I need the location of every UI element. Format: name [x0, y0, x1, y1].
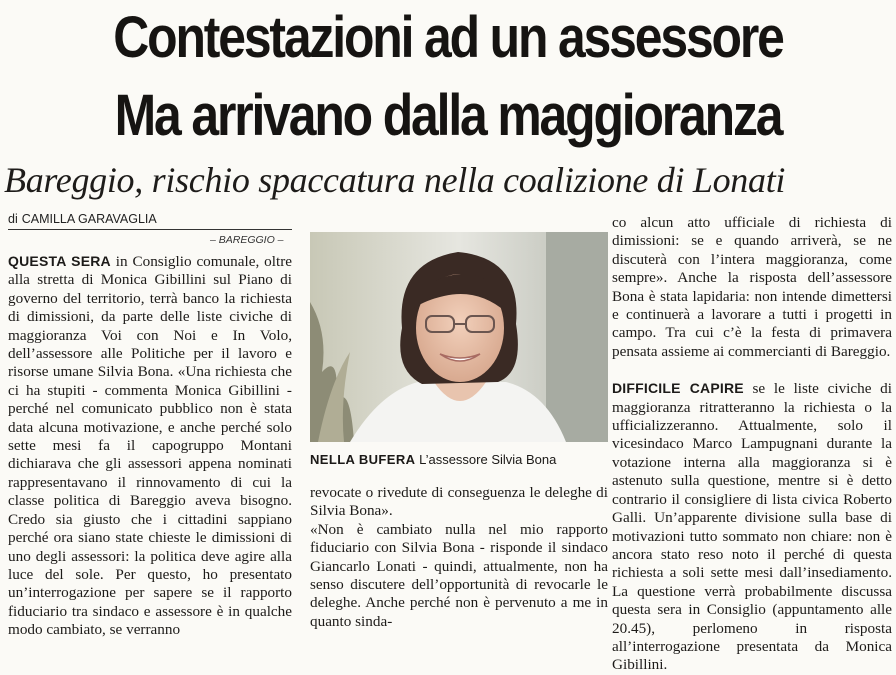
dateline-location: – BAREGGIO – [210, 234, 284, 246]
article-column-2 [310, 484, 608, 631]
photo-caption [310, 452, 608, 467]
caption-lead: NELLA BUFERA [310, 452, 416, 467]
photo-portrait [310, 232, 608, 442]
byline-rule [8, 229, 292, 230]
paragraph: «Non è cambiato nulla nel mio rapporto fiduciario con Silvia Bona - risponde il sindaco Giancarlo Lonati - quindi, attualmente, non ha senso discutere dell’opportunità di revocarle le deleghe. Anche perché non è pervenuto a me in quanto sinda- [310, 520, 608, 630]
lead-in-text: DIFFICILE CAPIRE [612, 380, 744, 397]
paragraph: revocate o rivedute di conseguenza le deleghe di Silvia Bona». [310, 484, 608, 520]
headline-line-2: Ma arrivano dalla maggioranza [114, 83, 782, 148]
lead-in-text: QUESTA SERA [8, 253, 111, 269]
paragraph [8, 252, 292, 640]
body-text: in Consiglio comunale, oltre alla stretta di Monica Gibillini sul Piano di governo del territorio, terrà banco la richiesta di dimissioni, da parte delle liste civiche di maggioranza Voi con Noi e In Volo, dell’assessore alle Politiche per il lavoro e risorse umane Silvia Bona. «Una richiesta che ci ha stupiti - commenta Monica Gibillini - perché nel comunicato pubblico non è stata data alcuna motivazione, e anche perché solo sette mesi fa il capogruppo Montani dichiarava che gli assessori appena nominati rappresentavano il rinnovamento di cui la classe politica di Bareggio aveva bisogno. Credo sia giusto che i cittadini sappiano perché ora siano state chieste le dimissioni di uno degli assessori: la politica deve agire alla luce del sole. Per questo, ho presentato un’interrogazione per sapere se il rapporto fiduciario tra sindaco e assessore è in qualche modo cambiato, se verranno [8, 253, 293, 639]
portrait-image [310, 232, 608, 442]
subheadline: Bareggio, rischio spaccatura nella coalizione di Lonati [4, 160, 786, 200]
caption-text: L’assessore Silvia Bona [419, 452, 557, 467]
paragraph [612, 379, 892, 675]
byline-author: CAMILLA GARAVAGLIA [21, 212, 157, 226]
body-text: se le liste civiche di maggioranza ritratteranno la richiesta o la ufficializzeranno. Attualmente, solo il vicesindaco Marco Lampugnani durante la votazione interna alla maggioranza si è astenuto sulla questione, mentre si è detto contrario il consigliere di lista civica Roberto Galli. Un’apparente divisione sulla base di motivazioni tutto sommato non chiare: non è ancora stato reso noto il perché di questa richiesta a soli sette mesi dall’insediamento. La questione verrà probabilmente discussa questa sera in Consiglio (appuntamento alle 20.45), perlomeno in risposta all’interrogazione presentata da Monica Gibillini. [612, 380, 892, 674]
paragraph-spacer [612, 361, 892, 379]
byline-prefix: di [8, 212, 18, 226]
article-column-3 [612, 214, 892, 675]
paragraph: co alcun atto ufficiale di richiesta di dimissioni: se e quando arriverà, se ne discuterà con l’intera maggioranza, come sempre». Anche la risposta dell’assessore Bona è stata lapidaria: non intende dimettersi e continuerà a lavorare a tutti i progetti in campo. Tra cui c’è la festa di primavera pensata assieme ai commercianti di Bareggio. [612, 214, 892, 360]
article-column-1 [8, 252, 292, 640]
byline [8, 212, 157, 226]
headline-line-1: Contestazioni ad un assessore [113, 5, 783, 70]
